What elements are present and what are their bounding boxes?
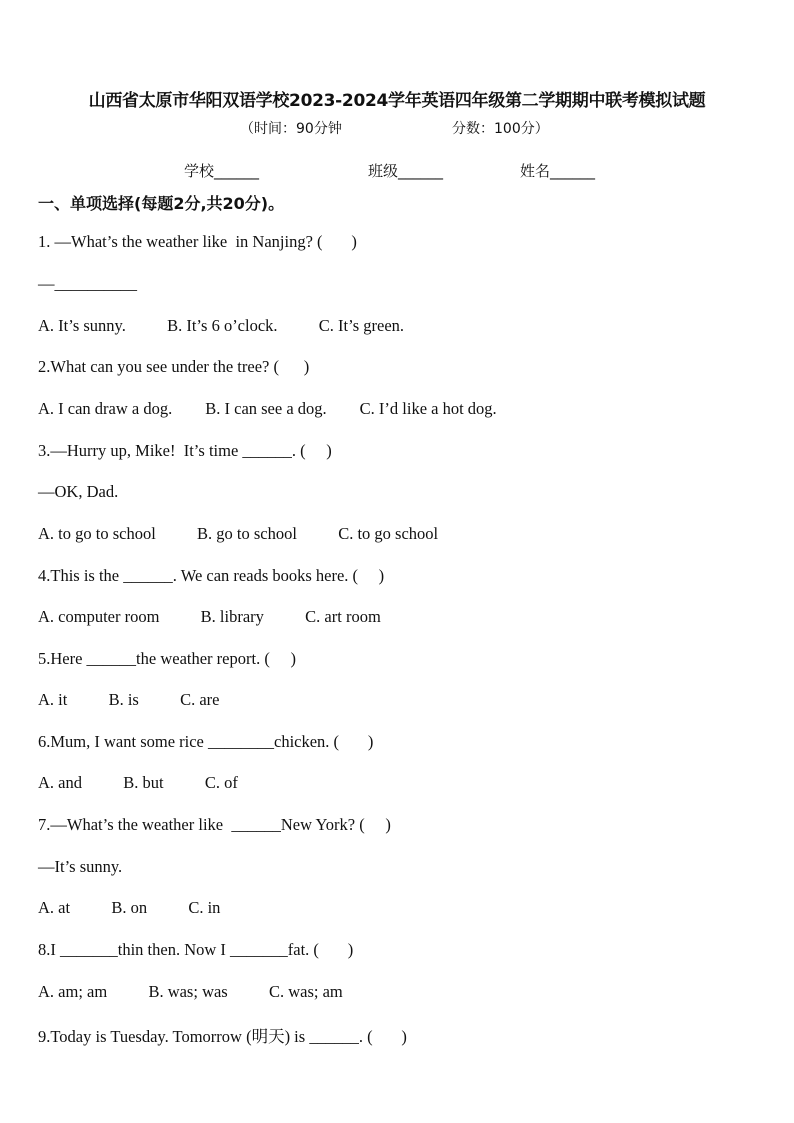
question-9: 9.Today is Tuesday. Tomorrow (明天) is ______. ( ): [38, 1027, 407, 1046]
question-8: 8.I _______thin then. Now I _______fat. ( ): [38, 940, 354, 959]
answer-line-1: —__________: [38, 274, 137, 293]
name-field: 姓名______: [520, 162, 596, 180]
options-6: A. and B. but C. of: [38, 773, 238, 792]
exam-score: 分数：100分）: [452, 121, 549, 137]
question-6: 6.Mum, I want some rice ________chicken. ( ): [38, 732, 374, 751]
school-field: 学校______: [184, 162, 260, 180]
exam-title: 山西省太原市华阳双语学校2023-2024学年英语四年级第二学期期中联考模拟试题: [88, 91, 706, 111]
options-2: A. I can draw a dog. B. I can see a dog. C. I’d like a hot dog.: [38, 399, 497, 418]
exam-time: （时间：90分钟: [240, 121, 342, 137]
question-7: 7.—What’s the weather like ______New York? ( ): [38, 815, 391, 834]
dialogue-3: —OK, Dad.: [38, 482, 119, 501]
options-5: A. it B. is C. are: [38, 690, 220, 709]
options-1: A. It’s sunny. B. It’s 6 o’clock. C. It’s green.: [38, 316, 405, 335]
question-3: 3.—Hurry up, Mike! It’s time ______. ( ): [38, 441, 332, 460]
options-4: A. computer room B. library C. art room: [38, 607, 381, 626]
options-7: A. at B. on C. in: [38, 898, 221, 917]
section-heading: 一、单项选择(每题2分,共20分)。: [38, 194, 285, 213]
options-3: A. to go to school B. go to school C. to go school: [38, 524, 439, 543]
question-4: 4.This is the ______. We can reads books here. ( ): [38, 566, 385, 585]
question-1: 1. —What’s the weather like in Nanjing? ( ): [38, 232, 357, 251]
class-field: 班级______: [368, 162, 444, 180]
dialogue-7: —It’s sunny.: [38, 857, 123, 876]
options-8: A. am; am B. was; was C. was; am: [38, 982, 343, 1001]
question-5: 5.Here ______the weather report. ( ): [38, 649, 296, 668]
question-2: 2.What can you see under the tree? ( ): [38, 357, 310, 376]
